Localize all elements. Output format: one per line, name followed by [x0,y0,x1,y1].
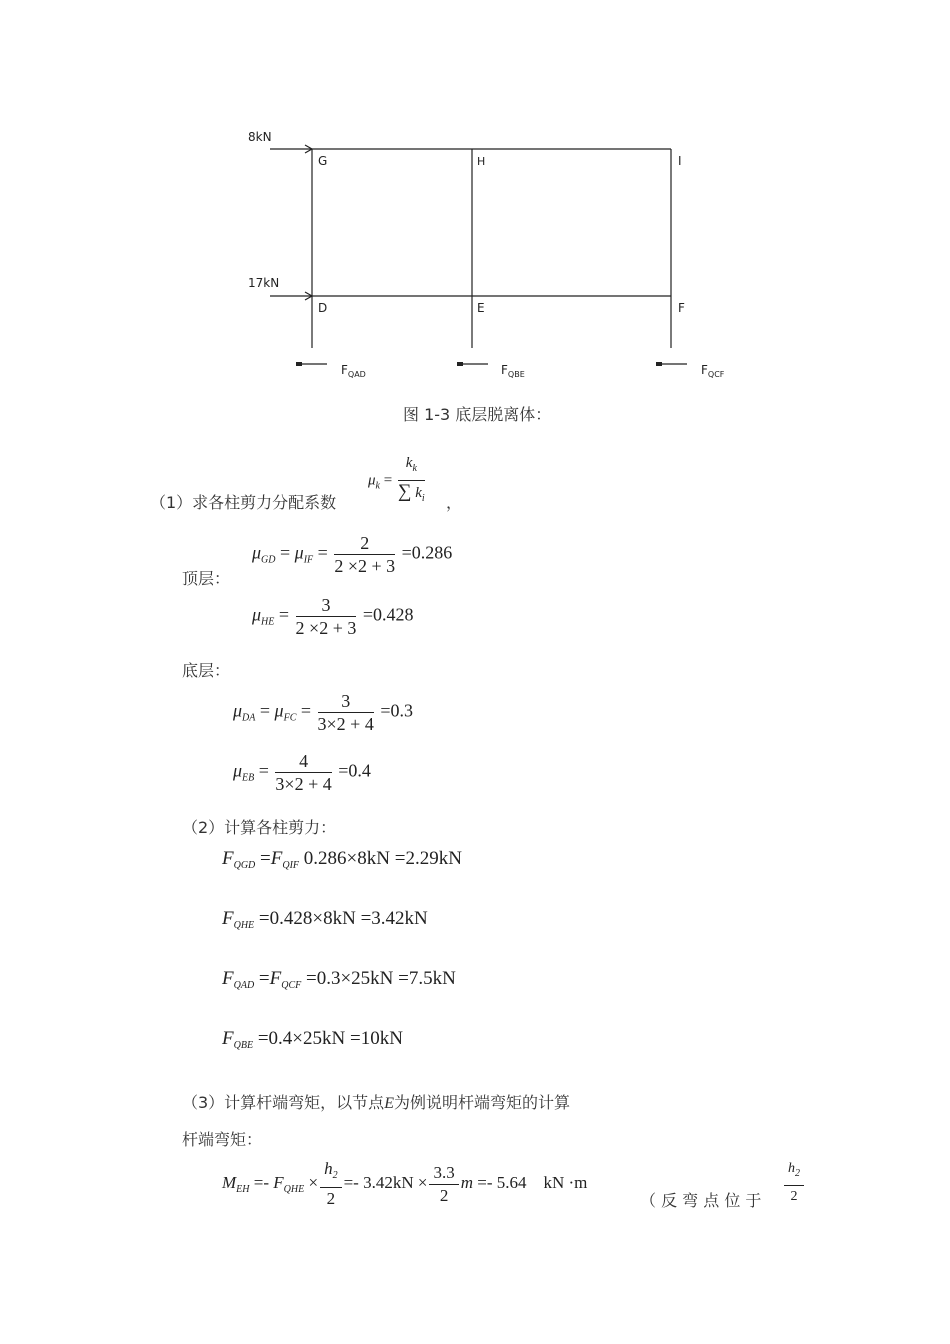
step1-text: （1）求各柱剪力分配系数 [150,493,337,512]
bottom-eq2: $\mu_{EB}$ = $\frac{4}{3\times 2 + 4}$ =0.4 [233,751,371,794]
node-d: D [318,301,328,315]
bottom-layer-label: 底层： [182,661,231,680]
shear-eq-3: $F_{QAD} =F_{QCF} =0.3\times 25kN =7.5kN$ [222,968,456,991]
node-i: I [678,154,682,168]
inflection-fraction: $\frac{h_2}{2}$ [782,1158,806,1208]
top-eq1: $\mu_{GD} = \mu_{IF}$ = $\frac{2}{2 \times 2 + 3}$ =0.286 [252,533,453,576]
node-e: E [477,301,485,315]
step1-comma: ， [446,493,463,512]
step2-text: （2）计算各柱剪力： [182,818,337,837]
moment-eq: $M_{EH} =- F_{QHE}$ × $\frac{h_2}{2}$ =- 3.42kN × $\frac{3.3}{2}$ m =- 5.64 kN ·m [222,1159,588,1208]
frame-diagram [0,0,950,400]
shear-label-1: $F_{QAD}$ [341,363,366,379]
figure-caption: 图 1-3 底层脱离体： [403,405,552,424]
top-layer-label: 顶层： [182,569,231,588]
shear-eq-1: $F_{QGD} =F_{QIF}$ 0.286×8kN =2.29kN [222,848,462,871]
load-label-top: 8kN [248,130,272,144]
inflection-note: （ 反 弯 点 位 于 [640,1191,762,1210]
node-h: H [477,155,486,168]
node-g: G [318,154,328,168]
distribution-formula: $\mu_k$ = $\frac{k_k}{\sum k_i}$ [368,452,427,510]
node-f: F [678,301,685,315]
step3-text: （3）计算杆端弯矩，以节点E为例说明杆端弯矩的计算 [182,1093,570,1112]
shear-label-3: $F_{QCF}$ [701,363,725,379]
bottom-eq1: $\mu_{DA} = \mu_{FC}$ = $\frac{3}{3\times 2 + 4}$ =0.3 [233,691,413,734]
shear-eq-2: $F_{QHE} =0.428\times 8kN =3.42kN$ [222,908,428,931]
moment-label: 杆端弯矩： [182,1130,263,1149]
shear-label-2: $F_{QBE}$ [501,363,525,379]
top-eq2: $\mu_{HE}$ = $\frac{3}{2 \times 2 + 3}$ =0.428 [252,595,414,638]
shear-eq-4: $F_{QBE} =0.4\times 25kN =10kN$ [222,1028,403,1051]
load-label-mid: 17kN [248,276,280,290]
